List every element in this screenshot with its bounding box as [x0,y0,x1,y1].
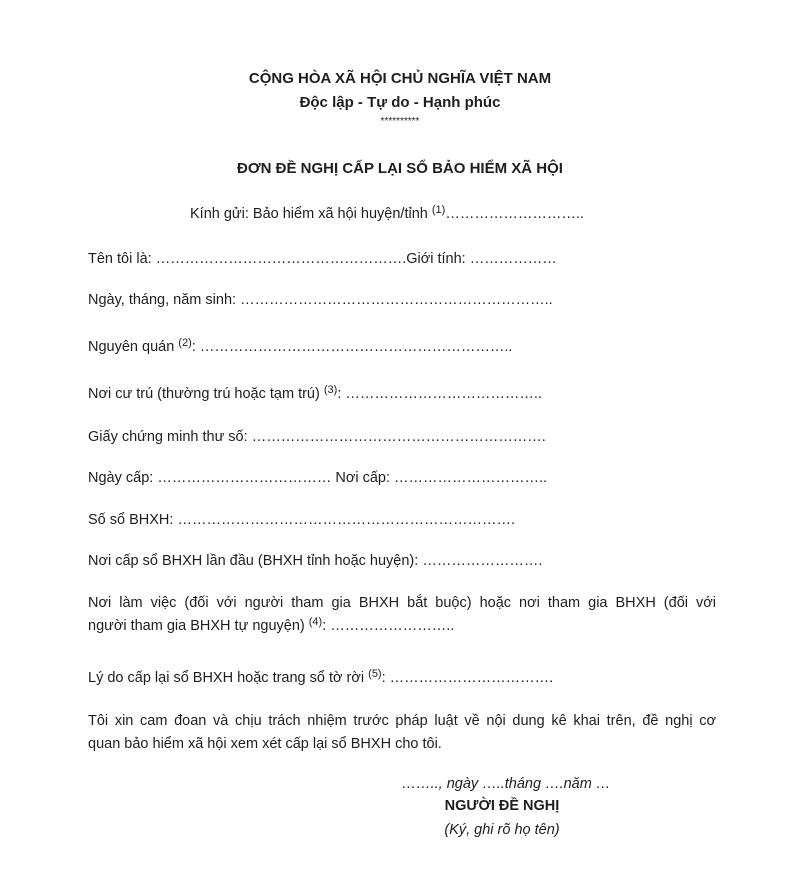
signature-role: NGƯỜI ĐỀ NGHỊ [444,798,560,814]
workplace-colon: : [322,618,331,634]
addressee-line [190,206,584,222]
dob-dots: ……………………………………………………….. [240,292,553,308]
issue-date-label: Ngày cấp: [88,470,158,486]
form-title: ĐƠN ĐỀ NGHỊ CẤP LẠI SỔ BẢO HIỂM XÃ HỘI [237,160,563,177]
origin-label: Nguyên quán [88,339,179,355]
first-issue-label: Nơi cấp sổ BHXH lần đầu (BHXH tỉnh hoặc huyện): [88,553,423,569]
id-card-line [88,429,546,445]
id-card-dots: ……………………………………………………. [251,429,546,445]
bhxh-number-label: Số sổ BHXH: [88,512,178,528]
issue-line [88,470,547,486]
note-3: (3) [323,384,338,396]
first-issue-line [88,553,542,569]
addressee-label: Kính gửi: Bảo hiểm xã hội huyện/tỉnh [190,206,432,222]
origin-dots: ……………………………………………………….. [199,339,513,355]
residence-line [88,386,542,402]
bhxh-number-dots: ……………………………………………………………. [177,512,515,528]
signature-instruction: (Ký, ghi rõ họ tên) [444,822,560,838]
residence-label: Nơi cư trú (thường trú hoặc tạm trú) [88,386,324,402]
gender-dots: ……………… [469,251,557,267]
commitment-line-1: Tôi xin cam đoan và chịu trách nhiệm trước pháp luật về nội dung kê khai trên, đề nghị cơ [88,713,716,729]
workplace-line-1: Nơi làm việc (đối với người tham gia BHXH bắt buộc) hoặc nơi tham gia BHXH (đối với [88,595,716,611]
gender-label: Giới tính: [406,251,470,267]
national-title: CỘNG HÒA XÃ HỘI CHỦ NGHĨA VIỆT NAM [248,70,552,87]
commitment-paragraph [88,710,716,756]
motto: Độc lập - Tự do - Hạnh phúc [299,94,501,111]
reason-dots: ……………………………. [389,670,554,686]
origin-colon: : [191,339,200,355]
issue-place-label: Nơi cấp: [335,470,395,486]
dob-line [88,292,553,308]
name-line [88,251,557,267]
commitment-line-2: quan bảo hiểm xã hội xem xét cấp lại sổ BHXH cho tôi. [88,736,442,752]
name-dots: ……………………………………………. [155,251,407,267]
issue-place-dots: ………………………….. [394,470,548,486]
first-issue-dots: ……………………. [422,553,543,569]
reason-label: Lý do cấp lại sổ BHXH hoặc trang sổ tờ rời [88,670,369,686]
note-5: (5) [368,668,382,680]
note-4: (4) [308,616,323,628]
stars-divider: ********** [380,116,420,127]
id-card-label: Giấy chứng minh thư số: [88,429,252,445]
dob-label: Ngày, tháng, năm sinh: [88,292,241,308]
note-1: (1) [431,204,446,216]
note-2: (2) [178,337,192,349]
workplace-line-2: người tham gia BHXH tự nguyện) [88,618,309,634]
issue-date-dots: ……………………………… [157,470,336,486]
signature-date: …….., ngày …..tháng ….năm … [401,776,611,792]
workplace-dots: …………………….. [330,618,455,634]
addressee-dots: ……………………….. [445,206,584,222]
origin-line [88,339,512,355]
residence-dots: ………………………………….. [345,386,542,402]
residence-colon: : [337,386,346,402]
reason-colon: : [381,670,390,686]
workplace-paragraph [88,592,716,638]
name-label: Tên tôi là: [88,251,156,267]
bhxh-number-line [88,512,515,528]
reason-line [88,670,553,686]
